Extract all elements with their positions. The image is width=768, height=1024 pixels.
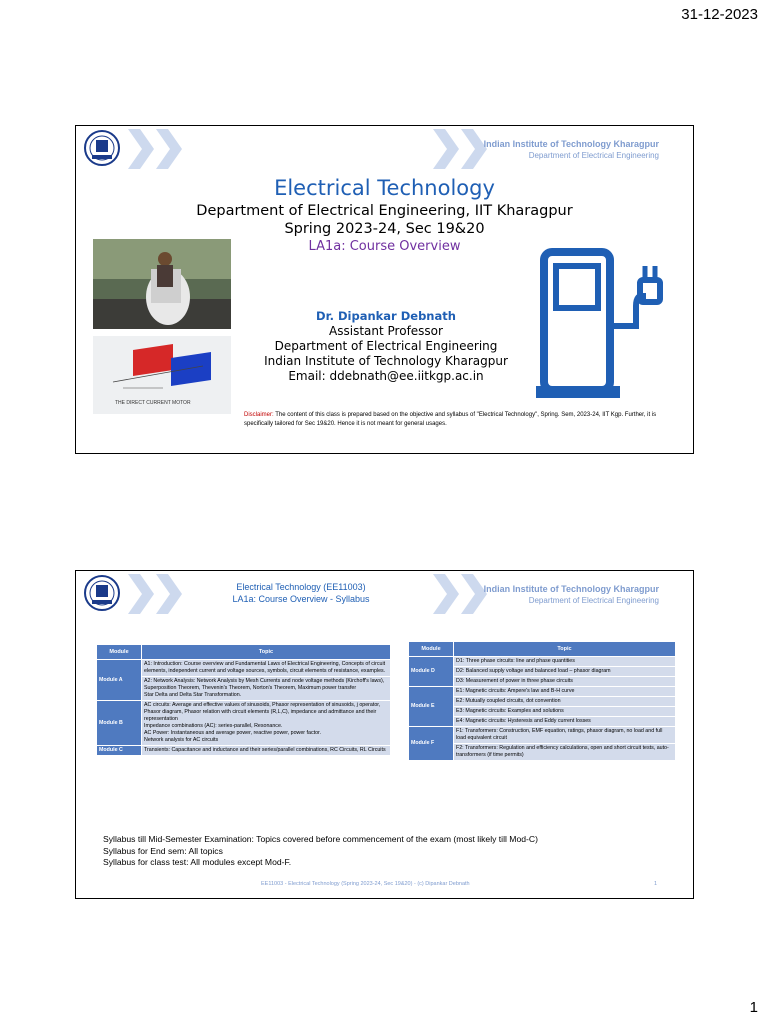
author-role: Assistant Professor: [329, 324, 443, 338]
author-name: Dr. Dipankar Debnath: [316, 309, 456, 323]
module-cell: Module E: [409, 687, 453, 726]
institute-header: [484, 583, 659, 607]
column-header-module: Module: [97, 645, 141, 659]
topic-cell: E3: Magnetic circuits: Examples and solutions: [454, 707, 675, 716]
table-row: [97, 701, 390, 745]
course-title: Electrical Technology (EE11003): [236, 582, 366, 592]
chevron-icon: [128, 129, 154, 169]
author-email: Email: ddebnath@ee.iitkgp.ac.in: [288, 369, 484, 383]
syllabus-notes: [103, 834, 538, 869]
slide-footer: EE11003 - Electrical Technology (Spring 2023-24, Sec 19&20) - (c) Dipankar Debnath: [261, 881, 470, 887]
column-header-module: Module: [409, 642, 453, 656]
table-row: [97, 746, 390, 755]
topic-cell: F2: Transformers: Regulation and efficiency calculations, open and short circuit tests, auto-transformers (if time permits): [454, 744, 675, 760]
author-department: Department of Electrical Engineering: [274, 339, 498, 353]
lecture-title: LA1a: Course Overview - Syllabus: [232, 594, 370, 604]
topic-cell: AC circuits: Average and effective values of sinusoids, Phasor representation of sinusoids, j operator, Phasor diagram, Phasor relation with circuit elements (R,L,C), impedance and admittance and their representation Impedance combinations (AC): series-parallel, Resonance. AC Power: Instantaneous and average power, reactive power, power factor. Network analysis for AC circuits: [142, 701, 390, 745]
module-cell: Module F: [409, 727, 453, 760]
iit-logo-icon: [82, 128, 122, 170]
disclaimer-text: The content of this class is prepared based on the objective and syllabus of "Electrical Technology", Spring. Sem, 2023-24, IIT Kgp. Further, it is specifically tailored for Sec 19&20. Hence it is not meant for general usages.: [244, 412, 657, 427]
subtitle-department: Department of Electrical Engineering, IIT Kharagpur: [196, 203, 573, 219]
column-header-topic: Topic: [142, 645, 390, 659]
module-cell: Module A: [97, 660, 141, 700]
iit-logo-icon: [82, 573, 122, 615]
slide-title-text: Electrical Technology: [274, 176, 495, 200]
slide-title: [75, 125, 694, 454]
institute-name: Indian Institute of Technology Kharagpur: [483, 139, 659, 149]
table-row: [97, 660, 390, 676]
department-name: Department of Electrical Engineering: [528, 151, 659, 160]
topic-cell: A2: Network Analysis: Network Analysis by Mesh Currents and node voltage methods (Kirchoff's laws), Superposition Theorem, Thevenin's Theorem, Norton's Theorem, Maximum power transfer Star Delta and Delta Star Transformation.: [142, 677, 390, 700]
note-endsem: Syllabus for End sem: All topics: [103, 845, 223, 856]
column-header-topic: Topic: [454, 642, 675, 656]
syllabus-table-right: [408, 641, 676, 761]
slide-number: 1: [654, 881, 658, 887]
subtitle-semester: Spring 2023-24, Sec 19&20: [284, 221, 485, 237]
module-cell: Module D: [409, 657, 453, 686]
disclaimer: [244, 411, 674, 429]
module-cell: Module C: [97, 746, 141, 755]
topic-cell: E1: Magnetic circuits: Ampere's law and B-H curve: [454, 687, 675, 696]
module-cell: Module B: [97, 701, 141, 745]
topic-cell: A1: Introduction: Course overview and Fundamental Laws of Electrical Engineering, Concepts of circuit elements, independent current and voltage sources, symbols, circuit elements of resistance, examples.: [142, 660, 390, 676]
topic-cell: Transients: Capacitance and inductance and their series/parallel combinations, RC Circuits, RL Circuits: [142, 746, 390, 755]
chevron-icon: [433, 574, 459, 614]
subtitle-lecture: LA1a: Course Overview: [308, 239, 461, 254]
department-name: Department of Electrical Engineering: [528, 596, 659, 605]
topic-cell: E4: Magnetic circuits: Hysteresis and Eddy current losses: [454, 717, 675, 726]
page-number: 1: [749, 999, 758, 1016]
topic-cell: D3: Measurement of power in three phase circuits: [454, 677, 675, 686]
note-classtest: Syllabus for class test: All modules except Mod-F.: [103, 857, 292, 867]
disclaimer-label: Disclaimer:: [244, 412, 274, 418]
author-institute: Indian Institute of Technology Kharagpur: [264, 354, 508, 368]
table-row: [409, 687, 675, 696]
slide-title: [206, 581, 396, 605]
diagram-caption: THE DIRECT CURRENT MOTOR: [115, 400, 191, 406]
topic-cell: D2: Balanced supply voltage and balanced load – phasor diagram: [454, 667, 675, 676]
institute-header: [484, 138, 659, 162]
chevron-icon: [433, 129, 459, 169]
chevron-icon: [156, 129, 182, 169]
slide-syllabus: [75, 570, 694, 899]
chevron-icon: [156, 574, 182, 614]
institute-name: Indian Institute of Technology Kharagpur: [483, 584, 659, 594]
table-row: [409, 657, 675, 666]
chevron-icon: [128, 574, 154, 614]
topic-cell: D1: Three phase circuits: line and phase quantities: [454, 657, 675, 666]
table-row: [409, 727, 675, 743]
topic-cell: F1: Transformers: Construction, EMF equation, ratings, phasor diagram, no load and full load equivalent circuit: [454, 727, 675, 743]
date-stamp: 31-12-2023: [681, 6, 758, 23]
topic-cell: E2: Mutually coupled circuits, dot convention: [454, 697, 675, 706]
syllabus-table-left: [96, 644, 391, 756]
note-midsem: Syllabus till Mid-Semester Examination: Topics covered before commencement of the exam (most likely till Mod-C): [103, 834, 538, 844]
